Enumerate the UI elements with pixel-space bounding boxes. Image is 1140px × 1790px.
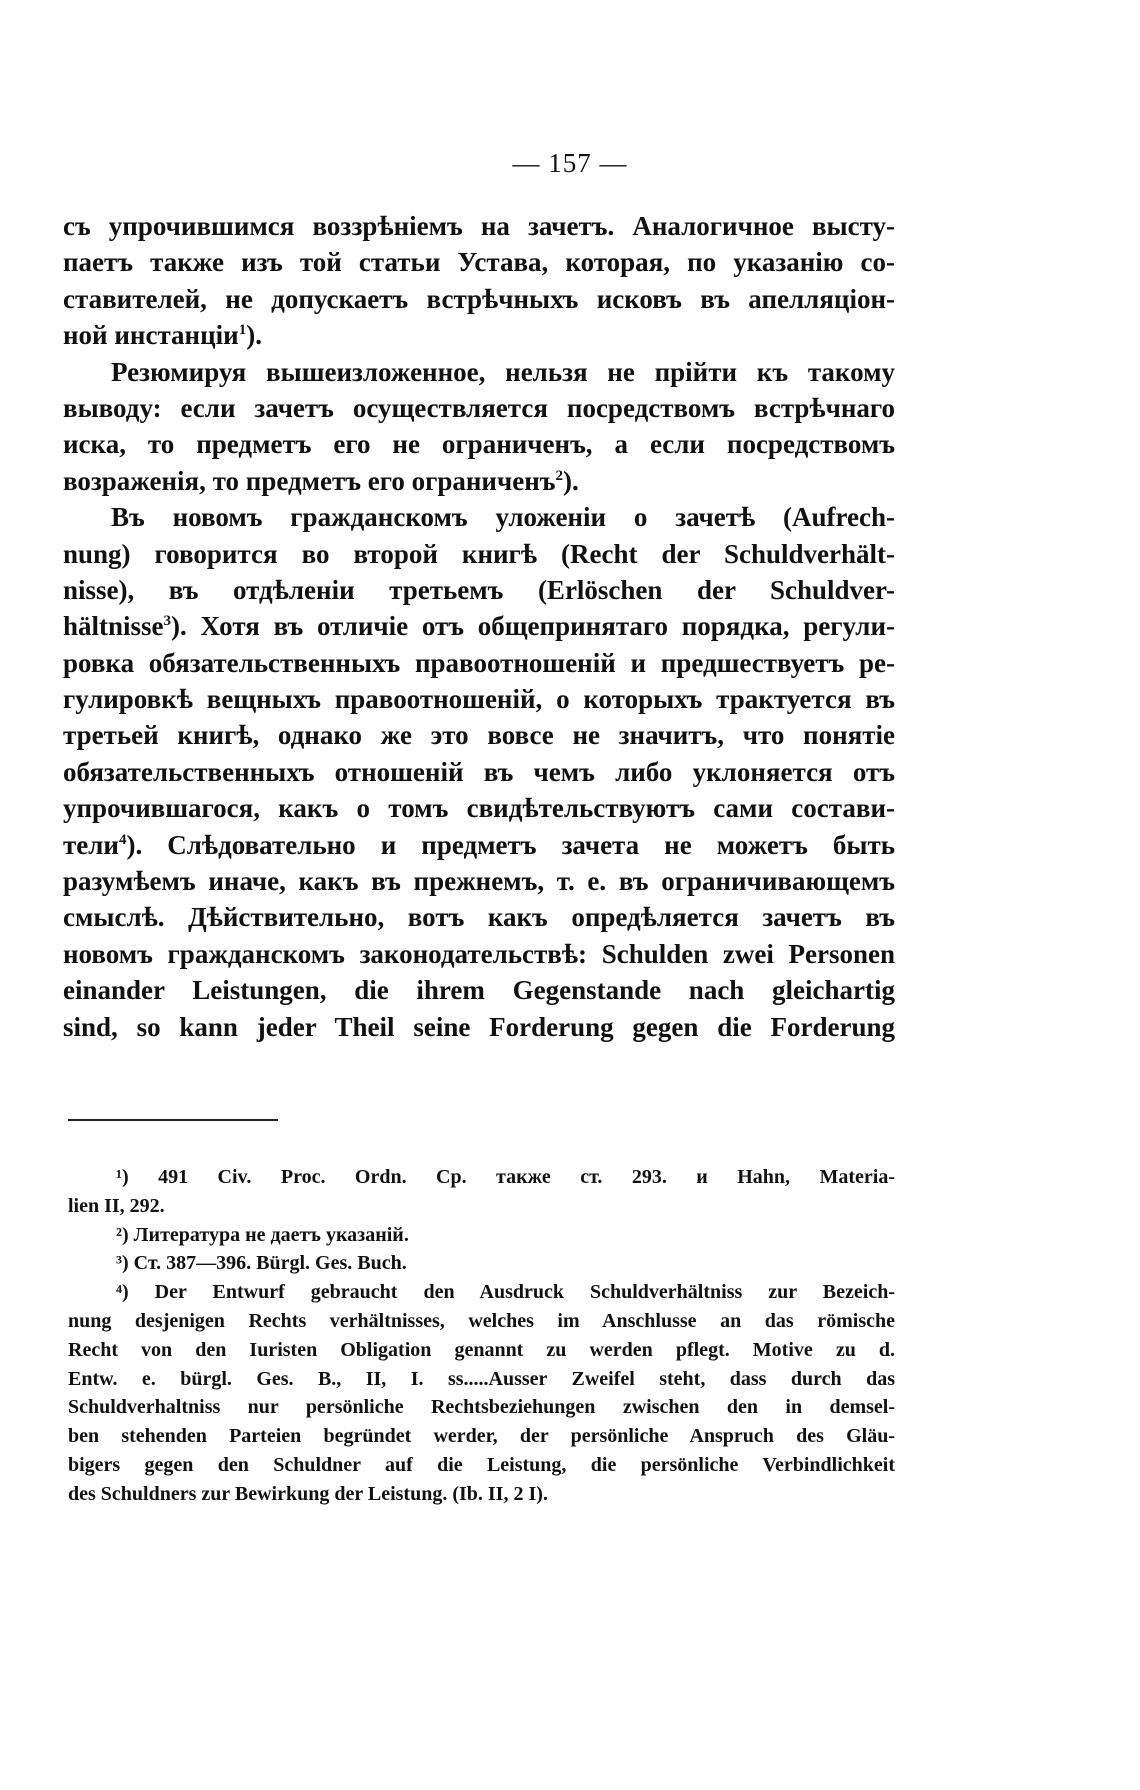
text-line: [63, 790, 895, 826]
text-line: [63, 1009, 895, 1045]
text-line: [63, 972, 895, 1008]
text-line: [63, 499, 895, 535]
text-line: [63, 390, 895, 426]
text-line: [63, 426, 895, 462]
text-line-content: hältnisse: [63, 611, 164, 642]
text-line-content: nisse), въ отдѣленіи третьемъ (Erlöschen der Schuldver-: [63, 574, 895, 605]
footnote-line: ⁴) Der Entwurf gebraucht den Ausdruck Schuldverhältniss zur Bezeich-: [116, 1281, 895, 1304]
text-line-content: упрочившагося, какъ о томъ свидѣтельствуютъ сами состави-: [63, 793, 895, 824]
page-number: — 157 —: [512, 148, 628, 178]
text-line-content: Въ новомъ гражданскомъ уложеніи о зачетѣ (Aufrech-: [111, 502, 895, 533]
text-line-content: выводу: если зачетъ осуществляется посредствомъ встрѣчнаго: [63, 392, 895, 423]
footnote-separator: [68, 1119, 278, 1121]
text-line-content: смыслѣ. Дѣйствительно, вотъ какъ опредѣляется зачетъ въ: [63, 902, 895, 933]
text-line-content: ровка обязательственныхъ правоотношеній и предшествуетъ ре-: [63, 647, 895, 678]
text-line: [63, 244, 895, 280]
footnote-line: Schuldverhaltniss nur persönliche Rechtsbeziehungen zwischen den in demsel-: [68, 1396, 895, 1419]
text-line-content: новомъ гражданскомъ законодательствѣ: Schulden zwei Personen: [63, 938, 895, 969]
text-line: [63, 317, 895, 353]
footnote-line: ³) Ст. 387—396. Bürgl. Ges. Buch.: [116, 1252, 407, 1275]
footnote-marker: 1: [238, 322, 247, 339]
footnote-line: Entw. e. bürgl. Ges. B., II, I. ss.....Ausser Zweifel steht, dass durch das: [68, 1367, 895, 1390]
text-line: [63, 827, 895, 863]
text-line-content: ной инстанціи: [63, 320, 239, 351]
text-line-continuation: ). Хотя въ отличіе отъ общепринятаго порядка, регули-: [171, 611, 895, 642]
text-line-content: sind, so kann jeder Theil seine Forderung gegen die Forderung: [63, 1011, 895, 1042]
main-text: [63, 208, 895, 1045]
text-line: [63, 645, 895, 681]
text-line-continuation: ).: [563, 465, 579, 496]
footnote-line: bigers gegen den Schuldner auf die Leistung, die persönliche Verbindlichkeit: [68, 1453, 895, 1476]
text-line: [63, 572, 895, 608]
text-line-content: иска, то предметъ его не ограниченъ, а если посредствомъ: [63, 429, 895, 460]
footnote-marker: 2: [555, 467, 563, 484]
footnote-line: lien II, 292.: [68, 1194, 165, 1217]
text-line: [63, 899, 895, 935]
text-line: [63, 936, 895, 972]
footnote-marker: 3: [163, 613, 172, 630]
text-line-content: гулировкѣ вещныхъ правоотношеній, о которыхъ трактуется въ: [63, 684, 895, 715]
text-line-content: nung) говорится во второй книгѣ (Recht der Schuldverhält-: [63, 538, 895, 569]
footnote-line: Recht von den Iuristen Obligation genannt zu werden pflegt. Motive zu d.: [68, 1338, 895, 1361]
footnote-line: ¹) 491 Civ. Proc. Ordn. Ср. также ст. 293. и Hahn, Materia-: [116, 1166, 895, 1188]
text-line: [63, 354, 895, 390]
text-line-content: паетъ также изъ той статьи Устава, которая, по указанію со-: [63, 247, 895, 278]
text-line: [63, 681, 895, 717]
footnote-line: ²) Литература не даетъ указаній.: [116, 1223, 409, 1246]
text-line-content: ставителей, не допускаетъ встрѣчныхъ исковъ въ апелляціон-: [63, 283, 895, 314]
text-line-continuation: ).: [246, 320, 262, 351]
text-line: [63, 608, 895, 644]
text-line-content: съ упрочившимся воззрѣніемъ на зачетъ. Аналогичное высту-: [63, 211, 895, 241]
text-line-content: обязательственныхъ отношеній въ чемъ либо уклоняется отъ: [63, 756, 895, 787]
text-line-content: тели: [63, 829, 119, 860]
text-line: [63, 463, 895, 499]
text-line-content: третьей книгѣ, однако же это вовсе не значитъ, что понятіе: [63, 720, 895, 751]
text-line-content: Резюмируя вышеизложенное, нельзя не прійти къ такому: [111, 356, 895, 387]
footnote-line: nung desjenigen Rechts verhältnisses, welches im Anschlusse an das römische: [68, 1309, 895, 1332]
footnotes: [68, 1163, 895, 1509]
text-line: [63, 863, 895, 899]
text-line: [63, 281, 895, 317]
footnote-line: ben stehenden Parteien begründet werder, der persönliche Anspruch des Gläu-: [68, 1425, 895, 1448]
text-line-continuation: ). Слѣдовательно и предметъ зачета не можетъ быть: [126, 829, 895, 860]
text-line-content: einander Leistungen, die ihrem Gegenstande nach gleichartig: [63, 975, 895, 1006]
text-line-content: разумѣемъ иначе, какъ въ прежнемъ, т. е. въ ограничивающемъ: [63, 866, 895, 897]
text-line: [63, 208, 895, 244]
text-line: [63, 717, 895, 753]
text-line: [63, 536, 895, 572]
footnote-line: des Schuldners zur Bewirkung der Leistung. (Ib. II, 2 I).: [68, 1482, 548, 1505]
text-line-content: возраженія, то предметъ его ограниченъ: [63, 465, 556, 496]
text-line: [63, 754, 895, 790]
footnote-marker: 4: [118, 831, 127, 848]
